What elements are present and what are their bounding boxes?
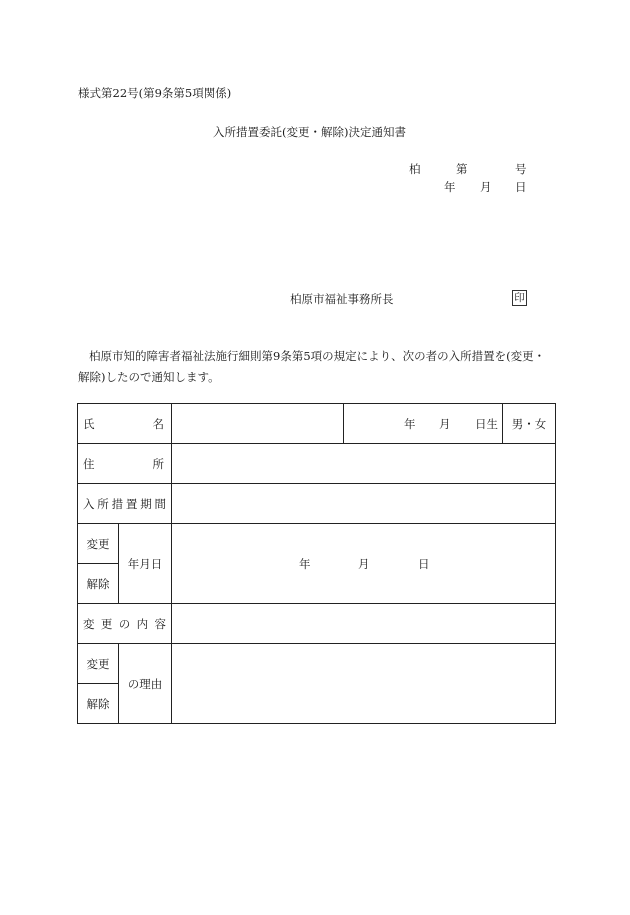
date-month: 月	[480, 180, 492, 194]
change-date-year: 年	[299, 556, 311, 571]
change-date-field[interactable]	[172, 524, 555, 603]
birth-year: 年	[404, 416, 416, 431]
date-year: 年	[444, 180, 456, 194]
issuer-name: 柏原市福祉事務所長	[290, 292, 394, 306]
document-title: 入所措置委託(変更・解除)決定通知書	[213, 125, 406, 139]
change-content-field[interactable]	[172, 604, 555, 643]
name-label: 氏 名	[83, 416, 164, 431]
reason-field[interactable]	[172, 644, 555, 723]
change-content-label: 変 更 の 内 容	[83, 616, 166, 631]
reason-change-label: 変更	[86, 656, 110, 671]
address-field[interactable]	[172, 444, 555, 483]
reason-cancel-label: 解除	[86, 696, 110, 711]
body-line-2: 解除)したので通知します。	[78, 370, 220, 384]
change-date-day: 日	[418, 556, 430, 571]
doc-number-go: 号	[515, 162, 527, 176]
doc-number-dai: 第	[456, 162, 468, 176]
birthdate-field[interactable]	[344, 404, 502, 443]
notice-table	[77, 403, 556, 724]
birth-day: 日生	[475, 416, 498, 431]
body-line-1: 柏原市知的障害者福祉法施行細則第9条第5項の規定により、次の者の入所措置を(変更・	[89, 349, 546, 363]
change-date-month: 月	[358, 556, 370, 571]
date-change-label: 変更	[86, 536, 110, 551]
date-cancel-label: 解除	[86, 576, 110, 591]
gender-field[interactable]: 男・女	[511, 416, 547, 431]
period-label: 入 所 措 置 期 間	[83, 496, 166, 511]
seal-mark: 印	[512, 290, 527, 306]
form-number: 様式第22号(第9条第5項関係)	[78, 86, 232, 100]
ymd-label: 年月日	[127, 556, 163, 571]
body-text	[78, 346, 558, 388]
doc-number-prefix: 柏	[409, 162, 421, 176]
reason-label: の理由	[127, 676, 163, 691]
period-field[interactable]	[172, 484, 555, 523]
address-label: 住 所	[83, 456, 164, 471]
name-field[interactable]	[172, 404, 343, 443]
date-day: 日	[515, 180, 527, 194]
birth-month: 月	[439, 416, 451, 431]
